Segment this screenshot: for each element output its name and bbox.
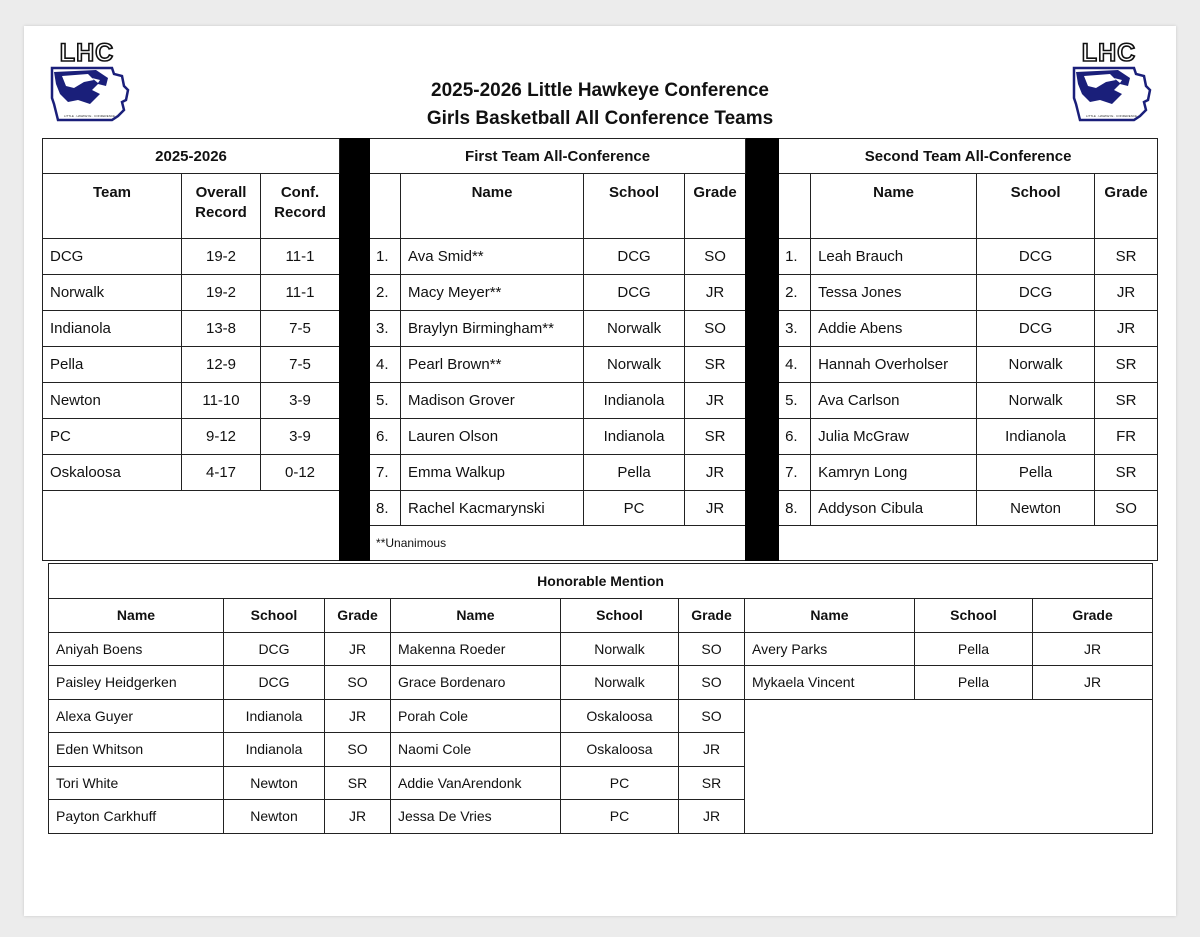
first-team-grade: JR [685, 275, 746, 311]
second-team-grade-header: Grade [1095, 174, 1158, 239]
hm-grade: JR [325, 800, 391, 834]
table-row [43, 347, 1158, 383]
hm-grade: SO [679, 699, 745, 733]
first-team-name-header: Name [401, 174, 584, 239]
first-team-player-name: Pearl Brown** [401, 347, 584, 383]
hm-player-name: Paisley Heidgerken [49, 666, 224, 700]
second-team-school: Norwalk [977, 383, 1095, 419]
first-team-school-header: School [584, 174, 685, 239]
standings-team: Newton [43, 383, 182, 419]
honorable-mention-table [48, 563, 1153, 834]
hm-grade: JR [325, 699, 391, 733]
second-team-school: Indianola [977, 419, 1095, 455]
hm-school: Pella [915, 666, 1033, 700]
second-team-school: DCG [977, 311, 1095, 347]
first-team-school: PC [584, 491, 685, 526]
first-team-number: 7. [370, 455, 401, 491]
standings-conf: 7-5 [261, 311, 340, 347]
hm-empty [745, 699, 1153, 833]
hm-school-header: School [561, 599, 679, 633]
second-team-empty [779, 526, 1158, 561]
standings-overall-header: Overall Record [182, 174, 261, 239]
hm-grade: JR [1033, 632, 1153, 666]
hm-school: Norwalk [561, 666, 679, 700]
hm-name-header: Name [745, 599, 915, 633]
hm-school: Norwalk [561, 632, 679, 666]
first-team-school: Indianola [584, 383, 685, 419]
second-team-grade: SR [1095, 347, 1158, 383]
divider-bar [746, 139, 779, 561]
hm-player-name: Aniyah Boens [49, 632, 224, 666]
hm-school: PC [561, 800, 679, 834]
second-team-grade: JR [1095, 311, 1158, 347]
second-team-number: 2. [779, 275, 811, 311]
standings-overall: 9-12 [182, 419, 261, 455]
table-row [43, 491, 1158, 526]
table-row [43, 239, 1158, 275]
first-team-number: 6. [370, 419, 401, 455]
hm-player-name: Jessa De Vries [391, 800, 561, 834]
table-row [43, 383, 1158, 419]
first-team-school: DCG [584, 239, 685, 275]
first-team-grade: SO [685, 311, 746, 347]
hm-grade: SR [679, 766, 745, 800]
second-team-grade: SO [1095, 491, 1158, 526]
standings-overall: 4-17 [182, 455, 261, 491]
hm-school-header: School [915, 599, 1033, 633]
standings-conf: 3-9 [261, 383, 340, 419]
hm-player-name: Grace Bordenaro [391, 666, 561, 700]
svg-text:LITTLE · HAWKEYE · CONFERENCE: LITTLE · HAWKEYE · CONFERENCE [1086, 114, 1138, 118]
second-team-school-header: School [977, 174, 1095, 239]
first-team-number: 2. [370, 275, 401, 311]
first-team-player-name: Rachel Kacmarynski [401, 491, 584, 526]
first-team-number: 4. [370, 347, 401, 383]
hm-school: Pella [915, 632, 1033, 666]
second-team-player-name: Leah Brauch [811, 239, 977, 275]
table-row [49, 632, 1153, 666]
standings-conf: 3-9 [261, 419, 340, 455]
first-team-player-name: Emma Walkup [401, 455, 584, 491]
first-team-player-name: Braylyn Birmingham** [401, 311, 584, 347]
second-team-name-header: Name [811, 174, 977, 239]
first-team-title: First Team All-Conference [370, 139, 746, 174]
second-team-title: Second Team All-Conference [779, 139, 1158, 174]
first-team-grade: SR [685, 419, 746, 455]
second-team-player-name: Addie Abens [811, 311, 977, 347]
first-team-school: Norwalk [584, 347, 685, 383]
standings-team: DCG [43, 239, 182, 275]
first-team-number: 5. [370, 383, 401, 419]
hm-grade: SR [325, 766, 391, 800]
hm-grade: SO [679, 666, 745, 700]
standings-conf: 11-1 [261, 239, 340, 275]
hm-school-header: School [224, 599, 325, 633]
hm-school: DCG [224, 632, 325, 666]
second-team-player-name: Addyson Cibula [811, 491, 977, 526]
first-team-player-name: Ava Smid** [401, 239, 584, 275]
hm-school: Newton [224, 800, 325, 834]
second-team-player-name: Kamryn Long [811, 455, 977, 491]
second-team-num-header [779, 174, 811, 239]
standings-conf: 7-5 [261, 347, 340, 383]
lhc-logo-left [48, 40, 134, 124]
hawk-iowa-icon [1070, 64, 1156, 124]
standings-overall: 19-2 [182, 239, 261, 275]
second-team-grade: SR [1095, 383, 1158, 419]
hm-player-name: Addie VanArendonk [391, 766, 561, 800]
first-team-grade-header: Grade [685, 174, 746, 239]
hm-grade-header: Grade [325, 599, 391, 633]
standings-team: Pella [43, 347, 182, 383]
first-team-number: 1. [370, 239, 401, 275]
second-team-player-name: Ava Carlson [811, 383, 977, 419]
table-row [49, 666, 1153, 700]
second-team-school: Pella [977, 455, 1095, 491]
hm-name-header: Name [391, 599, 561, 633]
first-team-school: Pella [584, 455, 685, 491]
standings-team-header: Team [43, 174, 182, 239]
second-team-player-name: Julia McGraw [811, 419, 977, 455]
standings-season-header: 2025-2026 [43, 139, 340, 174]
first-team-school: DCG [584, 275, 685, 311]
hm-player-name: Tori White [49, 766, 224, 800]
second-team-grade: JR [1095, 275, 1158, 311]
first-team-grade: JR [685, 491, 746, 526]
first-team-player-name: Macy Meyer** [401, 275, 584, 311]
hm-player-name: Payton Carkhuff [49, 800, 224, 834]
second-team-grade: SR [1095, 239, 1158, 275]
unanimous-note: **Unanimous [370, 526, 746, 561]
standings-conf: 0-12 [261, 455, 340, 491]
first-team-player-name: Madison Grover [401, 383, 584, 419]
document-title: 2025-2026 Little Hawkeye Conference [431, 80, 769, 101]
hm-grade: JR [1033, 666, 1153, 700]
hm-grade: JR [679, 733, 745, 767]
hm-school: Indianola [224, 733, 325, 767]
hm-school: Indianola [224, 699, 325, 733]
second-team-grade: FR [1095, 419, 1158, 455]
second-team-school: Norwalk [977, 347, 1095, 383]
hm-grade-header: Grade [1033, 599, 1153, 633]
first-team-num-header [370, 174, 401, 239]
hm-school: Newton [224, 766, 325, 800]
second-team-grade: SR [1095, 455, 1158, 491]
standings-conf: 11-1 [261, 275, 340, 311]
logo-text: LHC [1081, 39, 1137, 67]
hm-school: Oskaloosa [561, 733, 679, 767]
logo-text: LHC [59, 39, 115, 67]
hm-player-name: Avery Parks [745, 632, 915, 666]
hm-grade: SO [325, 733, 391, 767]
table-row [43, 275, 1158, 311]
second-team-school: DCG [977, 275, 1095, 311]
second-team-school: DCG [977, 239, 1095, 275]
second-team-player-name: Tessa Jones [811, 275, 977, 311]
honorable-mention-title: Honorable Mention [49, 564, 1153, 599]
first-team-grade: JR [685, 383, 746, 419]
hm-school: Oskaloosa [561, 699, 679, 733]
hm-grade: SO [325, 666, 391, 700]
hm-player-name: Naomi Cole [391, 733, 561, 767]
table-row [43, 419, 1158, 455]
first-team-school: Norwalk [584, 311, 685, 347]
standings-overall: 13-8 [182, 311, 261, 347]
hm-school: PC [561, 766, 679, 800]
first-team-grade: SO [685, 239, 746, 275]
second-team-number: 6. [779, 419, 811, 455]
svg-text:LITTLE · HAWKEYE · CONFERENCE: LITTLE · HAWKEYE · CONFERENCE [64, 114, 116, 118]
hm-grade-header: Grade [679, 599, 745, 633]
second-team-player-name: Hannah Overholser [811, 347, 977, 383]
lhc-logo-right [1070, 40, 1156, 124]
standings-team: Norwalk [43, 275, 182, 311]
hm-player-name: Porah Cole [391, 699, 561, 733]
first-team-grade: SR [685, 347, 746, 383]
first-team-number: 3. [370, 311, 401, 347]
second-team-number: 1. [779, 239, 811, 275]
second-team-number: 3. [779, 311, 811, 347]
second-team-number: 7. [779, 455, 811, 491]
table-row [43, 455, 1158, 491]
second-team-number: 5. [779, 383, 811, 419]
first-team-grade: JR [685, 455, 746, 491]
first-team-school: Indianola [584, 419, 685, 455]
standings-conf-header: Conf. Record [261, 174, 340, 239]
document-page [24, 26, 1176, 916]
hm-player-name: Alexa Guyer [49, 699, 224, 733]
second-team-school: Newton [977, 491, 1095, 526]
standings-team: Indianola [43, 311, 182, 347]
second-team-number: 8. [779, 491, 811, 526]
divider-bar [340, 139, 370, 561]
table-row [43, 311, 1158, 347]
hm-school: DCG [224, 666, 325, 700]
standings-and-teams-table [42, 138, 1158, 561]
first-team-player-name: Lauren Olson [401, 419, 584, 455]
standings-overall: 19-2 [182, 275, 261, 311]
standings-team: Oskaloosa [43, 455, 182, 491]
document-subtitle: Girls Basketball All Conference Teams [426, 108, 774, 129]
standings-overall: 11-10 [182, 383, 261, 419]
hm-grade: JR [679, 800, 745, 834]
hm-grade: SO [679, 632, 745, 666]
standings-overall: 12-9 [182, 347, 261, 383]
hm-player-name: Mykaela Vincent [745, 666, 915, 700]
hm-player-name: Makenna Roeder [391, 632, 561, 666]
hm-player-name: Eden Whitson [49, 733, 224, 767]
hm-grade: JR [325, 632, 391, 666]
table-row [49, 699, 1153, 733]
second-team-number: 4. [779, 347, 811, 383]
hm-name-header: Name [49, 599, 224, 633]
first-team-number: 8. [370, 491, 401, 526]
standings-empty [43, 491, 340, 561]
hawk-iowa-icon [48, 64, 134, 124]
standings-team: PC [43, 419, 182, 455]
